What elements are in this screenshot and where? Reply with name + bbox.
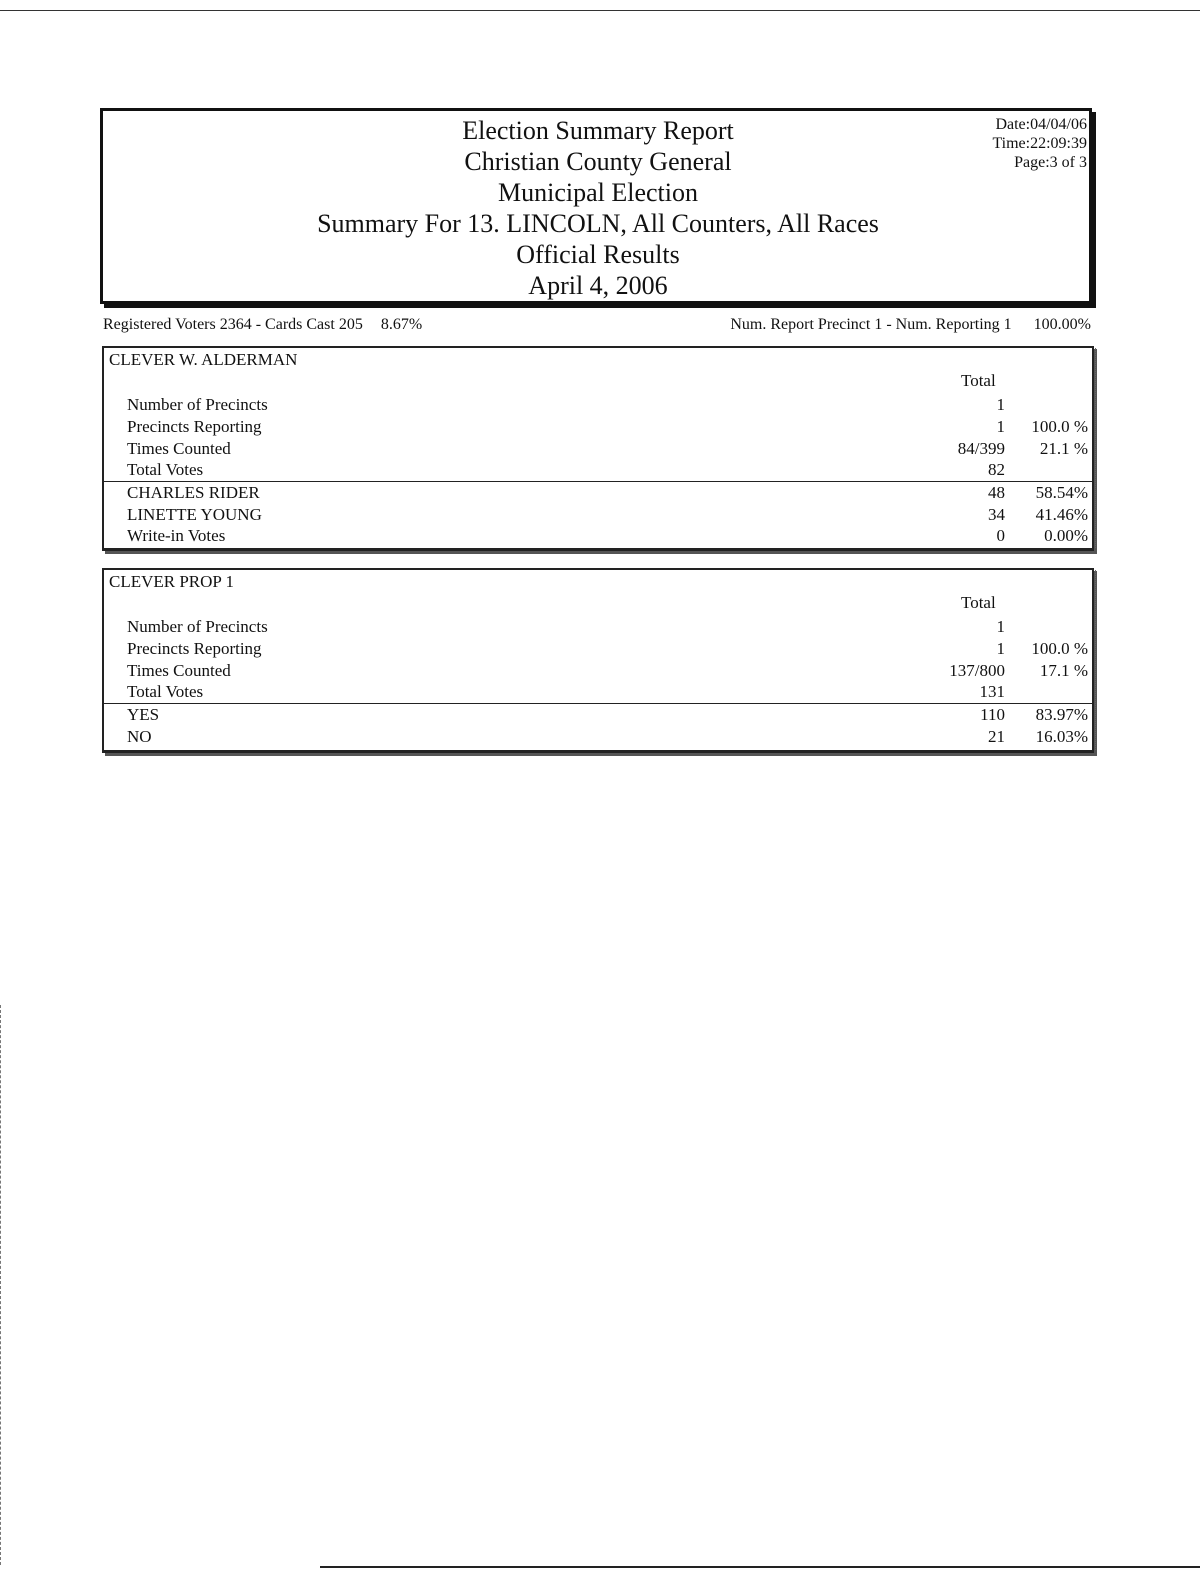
stat-row: [104, 681, 1092, 702]
precincts-percent: 100.00%: [1033, 316, 1091, 333]
stat-row: [104, 416, 1092, 437]
stat-value: 82: [988, 460, 1005, 479]
total-column-header: Total: [961, 371, 996, 390]
stat-value: 1: [996, 639, 1005, 658]
turnout-percent: 8.67%: [380, 316, 423, 333]
stat-value: 84/399: [957, 439, 1005, 458]
report-page: Page:3 of 3: [1014, 154, 1087, 171]
stat-percent: 21.1 %: [1039, 439, 1088, 458]
report-header: [100, 108, 1092, 304]
scan-edge: [1095, 348, 1100, 548]
choice-votes: 48: [988, 483, 1005, 502]
stat-value: 131: [979, 682, 1005, 701]
stat-label: Total Votes: [127, 682, 204, 701]
precincts-text: Num. Report Precinct 1 - Num. Reporting 1: [730, 316, 1012, 333]
total-column-header: Total: [961, 593, 996, 612]
choice-percent: 58.54%: [1035, 483, 1088, 502]
precincts-reporting-summary: [730, 316, 1091, 334]
title-line-summary: Summary For 13. LINCOLN, All Counters, All Races: [317, 209, 879, 238]
stat-row: [104, 638, 1092, 659]
choice-votes: 0: [996, 526, 1005, 545]
choice-label: CHARLES RIDER: [127, 483, 260, 502]
race-title: CLEVER W. ALDERMAN: [109, 350, 298, 369]
stat-row: [104, 394, 1092, 415]
stat-percent: 17.1 %: [1039, 661, 1088, 680]
page-top-rule: [0, 10, 1200, 11]
stat-row: [104, 616, 1092, 637]
stat-percent: 100.0 %: [1031, 417, 1088, 436]
result-row: [104, 482, 1092, 503]
choice-label: YES: [127, 705, 160, 724]
stat-value: 1: [996, 417, 1005, 436]
registered-voters: [103, 316, 422, 334]
scan-edge-mark: [0, 1005, 7, 1565]
choice-votes: 21: [988, 727, 1005, 746]
choice-label: NO: [127, 727, 152, 746]
choice-percent: 16.03%: [1035, 727, 1088, 746]
stat-row: [104, 660, 1092, 681]
stat-percent: 100.0 %: [1031, 639, 1088, 658]
result-row: [104, 504, 1092, 525]
stat-label: Times Counted: [127, 439, 231, 458]
stat-label: Total Votes: [127, 460, 204, 479]
choice-votes: 110: [980, 705, 1005, 724]
result-row: [104, 726, 1092, 747]
stat-value: 1: [996, 395, 1005, 414]
scan-edge: [1095, 570, 1100, 750]
choice-label: Write-in Votes: [127, 526, 226, 545]
choice-percent: 41.46%: [1035, 505, 1088, 524]
race-box-prop-1: [102, 568, 1094, 753]
report-meta: [992, 115, 1087, 172]
stat-label: Precincts Reporting: [127, 639, 262, 658]
title-line-official: Official Results: [516, 240, 680, 269]
report-time: Time:22:09:39: [992, 135, 1087, 152]
report-date: Date:04/04/06: [995, 116, 1087, 133]
choice-percent: 83.97%: [1035, 705, 1088, 724]
stat-row: [104, 438, 1092, 459]
choice-percent: 0.00%: [1044, 526, 1088, 545]
stat-label: Number of Precincts: [127, 395, 268, 414]
result-row: [104, 525, 1092, 546]
stat-value: 137/800: [949, 661, 1005, 680]
race-box-alderman: [102, 346, 1094, 551]
page-bottom-rule: [320, 1566, 1200, 1568]
stat-label: Times Counted: [127, 661, 231, 680]
title-line-election: Municipal Election: [497, 178, 698, 207]
report-title: [103, 115, 1093, 301]
choice-label: LINETTE YOUNG: [127, 505, 262, 524]
result-row: [104, 704, 1092, 725]
stat-value: 1: [996, 617, 1005, 636]
title-line-report: Election Summary Report: [462, 116, 734, 145]
stat-label: Number of Precincts: [127, 617, 268, 636]
title-line-county: Christian County General: [464, 147, 732, 176]
stat-label: Precincts Reporting: [127, 417, 262, 436]
stat-row: [104, 459, 1092, 480]
choice-votes: 34: [988, 505, 1005, 524]
registered-voters-text: Registered Voters 2364 - Cards Cast 205: [103, 316, 363, 333]
title-line-date: April 4, 2006: [528, 271, 668, 300]
race-title: CLEVER PROP 1: [109, 572, 235, 591]
